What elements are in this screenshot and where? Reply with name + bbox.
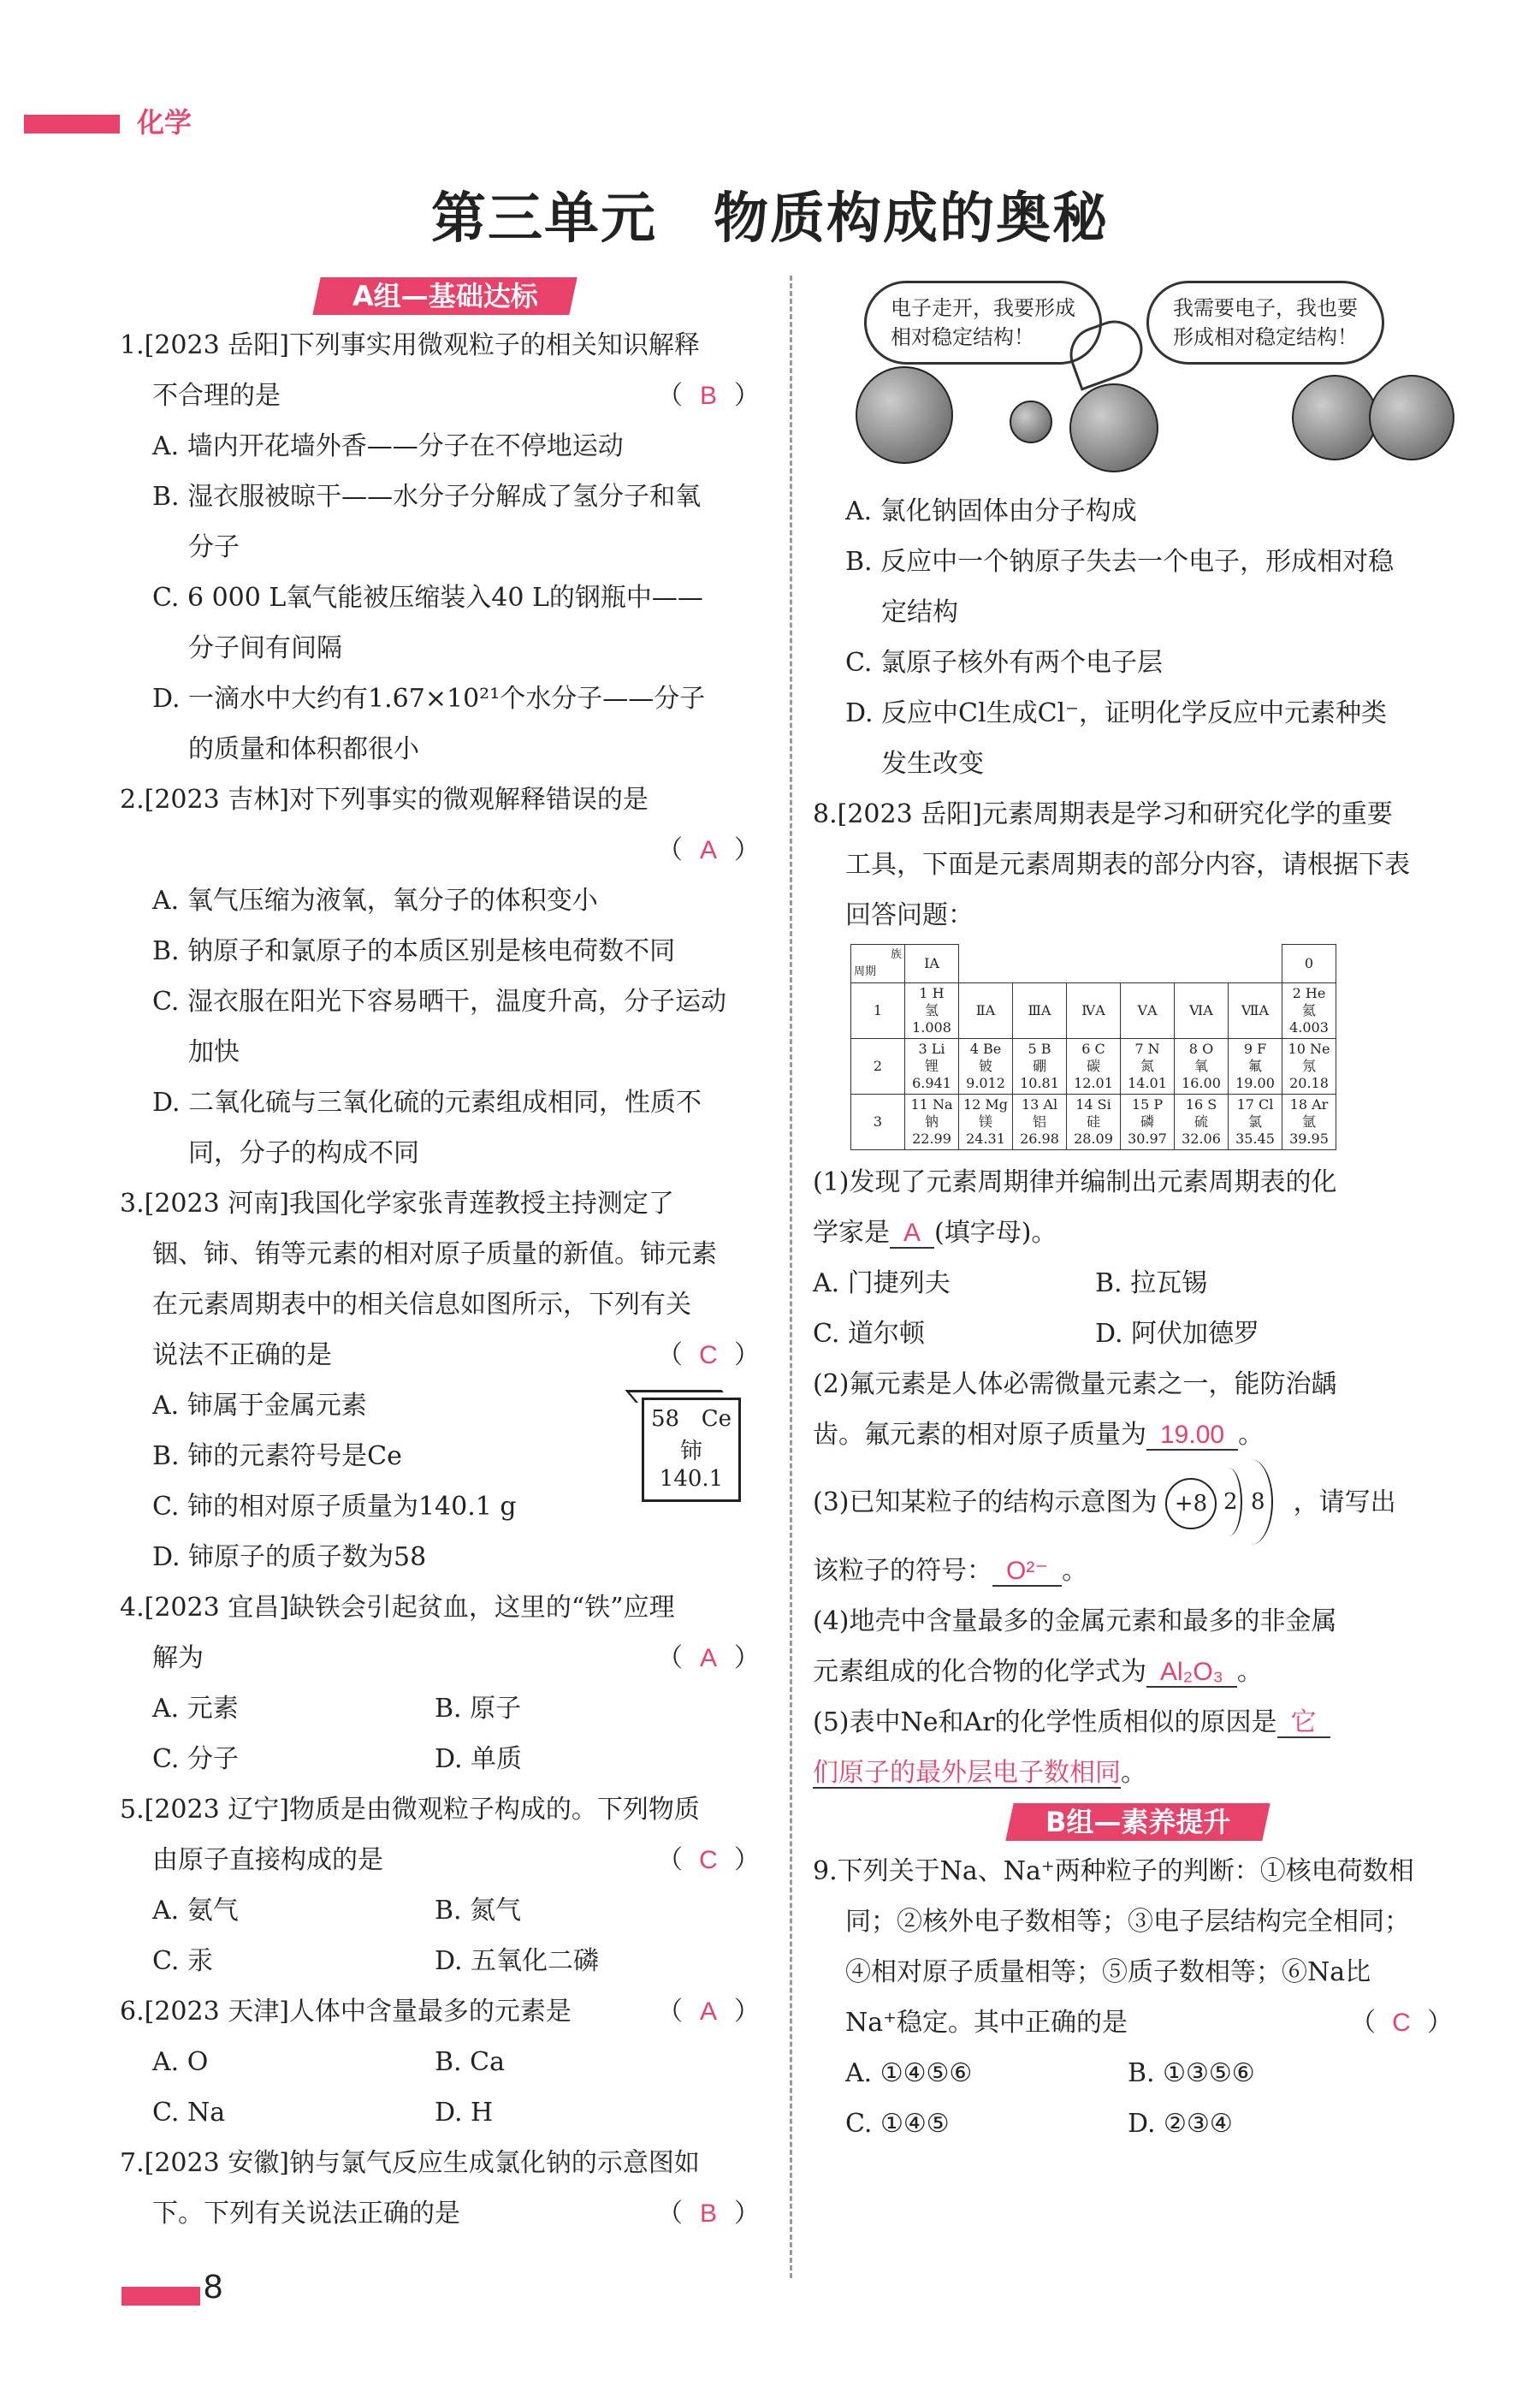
q1-option-b-cont: 分子 xyxy=(188,532,240,562)
q9-option-a: A. ①④⑤⑥ xyxy=(845,2058,973,2088)
q1-option-d-cont: 的质量和体积都很小 xyxy=(188,734,419,764)
q8-part5: (5)表中Ne和Ar的化学性质相似的原因是 xyxy=(813,1707,1277,1737)
q6-option-d: D. H xyxy=(435,2098,494,2128)
q7-option-b: B. 反应中一个钠原子失去一个电子，形成相对稳 xyxy=(845,547,1395,577)
q6-stem: 6.[2023 天津]人体中含量最多的元素是 xyxy=(120,1997,572,2027)
q1-stem2: 不合理的是 xyxy=(152,381,281,411)
oxygen-ion-structure-diagram: +8 2 8 xyxy=(1165,1478,1285,1529)
period-2-row: 2 3 Li 锂 6.941 4 Be 铍 9.012 5 B 硼 10.81 6 C 碳 12.01 7 N 氮 14.01 8 O 氧 16.00 9 F 氟 19.00 10 Ne 氖 20.18 xyxy=(851,1039,1336,1095)
atom-pair-left-figure xyxy=(1292,375,1377,460)
q7-option-b-cont: 定结构 xyxy=(881,597,958,627)
q7-option-c: C. 氯原子核外有两个电子层 xyxy=(845,648,1163,678)
right-column: 电子走开，我要形成 相对稳定结构！ 我需要电子，我也要 形成相对稳定结构！ A. 氯化钠固体由分子构成 B. 反应中一个钠原子失去一个电子，形成相对稳 定结构 C. 氯原子核外有两个电子层 D. 反应中Cl生成Cl⁻，证明化学反应中元素种类 发生改变 8.[2023 岳阳]元素周期表是学习和研究化学的重要 工具，下面是元素周期表的部分内容，请根据下表 回答问题： 族 周期 ⅠA 0 1 1 H 氢 1.008 ⅡA ⅢA ⅣA ⅤA ⅥA ⅦA 2 He 氦 4.003 2 3 Li 锂 6.941 4 Be 铍 9.012 5 B 硼 10.81 6 C 碳 12.01 7 N 氮 14.01 8 O 氧 16.00 9 F 氟 19.00 10 Ne 氖 20.18 3 11 Na 钠 22.99 12 Mg 镁 24.31 13 Al 铝 26.98 14 Si 硅 28.09 15 P 磷 30.97 16 S 硫 32.06 17 Cl 氯 35.45 18 Ar 氩 39.95 (1)发现了元素周期律并编制出元素周期表的化 学家是 A (填字母)。 A. 门捷列夫 B. 拉瓦锡 C. 道尔顿 D. 阿伏加德罗 (2)氟元素是人体必需微量元素之一，能防治龋 齿。氟元素的相对原子质量为 19.00 。 (3)已知某粒子的结构示意图为 +8 2 8 ，请写出 该粒子的符号： O²⁻ 。 (4)地壳中含量最多的金属元素和最多的非金属 元素组成的化合物的化学式为 Al₂O₃ 。 (5)表中Ne和Ar的化学性质相似的原因是 它 们原子的最外层电子数相同。 B组—素养提升 9.下列关于Na、Na⁺两种粒子的判断：①核电荷数相 同；②核外电子数相等；③电子层结构完全相同； ④相对原子质量相等；⑤质子数相等；⑥Na比 Na⁺稳定。其中正确的是 （ C ） A. ①④⑤⑥ B. ①③⑤⑥ C. ①④⑤ D. ②③④ xyxy=(813,272,1463,2149)
column-divider xyxy=(790,276,792,2278)
q9-option-b: B. ①③⑤⑥ xyxy=(1128,2058,1255,2088)
atom-pair-right-figure xyxy=(1369,375,1454,460)
page-number-bar xyxy=(121,2287,200,2306)
cerium-element-card: 58 Ce 铈 140.1 xyxy=(642,1398,741,1502)
page-title: 第三单元 物质构成的奥秘 xyxy=(431,187,1109,251)
subject-bar xyxy=(24,115,120,134)
q2-option-a: A. 氧气压缩为液氧，氧分子的体积变小 xyxy=(152,886,598,916)
sodium-atom-figure xyxy=(856,366,953,464)
q9-answer: （ C ） xyxy=(1350,2008,1453,2038)
q7-option-a: A. 氯化钠固体由分子构成 xyxy=(845,496,1137,526)
q2-stem: 2.[2023 吉林]对下列事实的微观解释错误的是 xyxy=(120,785,649,815)
q8-part3: (3)已知某粒子的结构示意图为 +8 2 8 ，请写出 xyxy=(813,1460,1463,1546)
q1-option-a: A. 墙内开花墙外香——分子在不停地运动 xyxy=(152,431,624,461)
q7-illustration xyxy=(813,272,1463,486)
group-b-banner: B组—素养提升 xyxy=(1005,1803,1270,1841)
q3-stem: 3.[2023 河南]我国化学家张青莲教授主持测定了 xyxy=(120,1189,674,1219)
chlorine-atom-figure xyxy=(1069,383,1158,472)
q7-option-d: D. 反应中Cl生成Cl⁻，证明化学反应中元素种类 xyxy=(845,698,1387,728)
q2-option-d-cont: 同，分子的构成不同 xyxy=(188,1138,419,1168)
q8-option-c: C. 道尔顿 xyxy=(813,1319,925,1349)
speech-bubble-sodium: 电子走开，我要形成 相对稳定结构！ xyxy=(864,281,1102,365)
q2-option-c: C. 湿衣服在阳光下容易晒干，温度升高，分子运动 xyxy=(152,987,726,1017)
q6-option-a: A. O xyxy=(152,2047,209,2077)
q1-answer: （ B ） xyxy=(657,381,760,411)
q6-option-b: B. Ca xyxy=(435,2047,505,2077)
q8-part3-answer: O²⁻ xyxy=(992,1557,1062,1587)
period-3-row: 3 11 Na 钠 22.99 12 Mg 镁 24.31 13 Al 铝 26.98 14 Si 硅 28.09 15 P 磷 30.97 16 S 硫 32.06 17 Cl 氯 35.45 18 Ar 氩 39.95 xyxy=(851,1095,1336,1150)
q4-option-d: D. 单质 xyxy=(435,1744,523,1774)
q8-option-b: B. 拉瓦锡 xyxy=(1095,1268,1208,1298)
page-number: 8 xyxy=(204,2268,223,2306)
q1-option-b: B. 湿衣服被晾干——水分子分解成了氢分子和氧 xyxy=(152,482,702,512)
q2-answer: （ A ） xyxy=(657,835,760,865)
q3-option-c: C. 铈的相对原子质量为140.1 g xyxy=(152,1492,517,1522)
speech-bubble-chlorine: 我需要电子，我也要 形成相对稳定结构！ xyxy=(1146,281,1384,365)
q1-option-c: C. 6 000 L氧气能被压缩装入40 L的钢瓶中—— xyxy=(152,583,703,613)
q2-option-b: B. 钠原子和氯原子的本质区别是核电荷数不同 xyxy=(152,936,676,966)
q5-option-b: B. 氮气 xyxy=(435,1896,522,1926)
q8-part5-answer-a: 它 xyxy=(1277,1708,1330,1738)
q5-stem: 5.[2023 辽宁]物质是由微观粒子构成的。下列物质 xyxy=(120,1795,700,1825)
q8-part2-answer: 19.00 xyxy=(1146,1421,1238,1451)
q3-answer: （ C ） xyxy=(657,1340,760,1370)
q8-option-a: A. 门捷列夫 xyxy=(813,1268,951,1298)
q5-option-a: A. 氨气 xyxy=(152,1896,239,1926)
electron-figure xyxy=(1010,401,1052,443)
q8-part4-answer: Al₂O₃ xyxy=(1146,1658,1237,1688)
q6-answer: （ A ） xyxy=(657,1997,760,2027)
q5-answer: （ C ） xyxy=(657,1845,760,1875)
q6-option-c: C. Na xyxy=(152,2098,226,2128)
q4-option-b: B. 原子 xyxy=(435,1694,522,1724)
q8-part1: (1)发现了元素周期律并编制出元素周期表的化 xyxy=(813,1167,1337,1197)
subject-label: 化学 xyxy=(137,106,192,139)
periodic-table: 族 周期 ⅠA 0 1 1 H 氢 1.008 ⅡA ⅢA ⅣA ⅤA ⅥA ⅦA 2 He 氦 4.003 2 3 Li 锂 6.941 4 Be 铍 9.012 5 B 硼 10.81 6 C 碳 12.01 7 N 氮 14.01 8 O 氧 16.00 9 F 氟 19.00 10 Ne 氖 20.18 3 11 Na 钠 22.99 12 Mg 镁 24.31 13 Al 铝 26.98 14 Si 硅 28.09 15 P 磷 30.97 16 S 硫 32.06 17 Cl 氯 35.45 18 Ar 氩 39.95 xyxy=(850,944,1336,1150)
q4-stem: 4.[2023 宜昌]缺铁会引起贫血，这里的“铁”应理 xyxy=(120,1593,675,1623)
q1-option-c-cont: 分子间有间隔 xyxy=(188,633,342,663)
q2-option-d: D. 二氧化硫与三氧化硫的元素组成相同，性质不 xyxy=(152,1088,702,1118)
q7-option-d-cont: 发生改变 xyxy=(881,749,984,779)
q9-option-d: D. ②③④ xyxy=(1128,2109,1233,2139)
q5-option-c: C. 汞 xyxy=(152,1946,213,1976)
q8-part1-answer: A xyxy=(890,1219,934,1249)
q4-option-a: A. 元素 xyxy=(152,1694,239,1724)
q8-part5-answer-b: 们原子的最外层电子数相同 xyxy=(813,1759,1121,1787)
q3-option-d: D. 铈原子的质子数为58 xyxy=(152,1542,427,1572)
q3-option-a: A. 铈属于金属元素 xyxy=(152,1391,367,1421)
q8-part4: (4)地壳中含量最多的金属元素和最多的非金属 xyxy=(813,1606,1337,1636)
left-column: A组—基础达标 1.[2023 岳阳]下列事实用微观粒子的相关知识解释 不合理的是 （ B ） A. 墙内开花墙外香——分子在不停地运动 B. 湿衣服被晾干——水分子分解成了氢分子和氧 分子 C. 6 000 L氧气能被压缩装入40 L的钢瓶中—— 分子间有间隔 D. 一滴水中大约有1.67×10²¹个水分子——分子 的质量和体积都很小 2.[2023 吉林]对下列事实的微观解释错误的是 （ A ） A. 氧气压缩为液氧，氧分子的体积变小 B. 钠原子和氯原子的本质区别是核电荷数不同 C. 湿衣服在阳光下容易晒干，温度升高，分子运动 加快 D. 二氧化硫与三氧化硫的元素组成相同，性质不 同，分子的构成不同 3.[2023 河南]我国化学家张青莲教授主持测定了 铟、铈、铕等元素的相对原子质量的新值。铈元素 在元素周期表中的相关信息如图所示，下列有关 说法不正确的是 （ C ） A. 铈属于金属元素 B. 铈的元素符号是Ce C. 铈的相对原子质量为140.1 g D. 铈原子的质子数为58 58 Ce 铈 140.1 4.[2023 宜昌]缺铁会引起贫血，这里的“铁”应理 解为 （ A ） A. 元素 B. 原子 C. 分子 D. 单质 5.[2023 辽宁]物质是由微观粒子构成的。下列物质 由原子直接构成的是 （ C ） A. 氨气 B. 氮气 C. 汞 D. 五氧化二磷 6.[2023 天津]人体中含量最多的元素是 （ A ） A. O B. Ca C. Na D. H 7.[2023 安徽]钠与氯气反应生成氯化钠的示意图如 下。下列有关说法正确的是 （ B ） xyxy=(120,272,770,2239)
q5-option-d: D. 五氧化二磷 xyxy=(435,1946,600,1976)
q4-answer: （ A ） xyxy=(657,1643,760,1673)
q4-option-c: C. 分子 xyxy=(152,1744,239,1774)
q8-part2: (2)氟元素是人体必需微量元素之一，能防治龋 xyxy=(813,1369,1337,1399)
q3-option-b: B. 铈的元素符号是Ce xyxy=(152,1441,402,1471)
q9-option-c: C. ①④⑤ xyxy=(845,2109,950,2139)
q8-option-d: D. 阿伏加德罗 xyxy=(1095,1319,1260,1349)
q8-stem: 8.[2023 岳阳]元素周期表是学习和研究化学的重要 xyxy=(813,799,1393,829)
q7-stem: 7.[2023 安徽]钠与氯气反应生成氯化钠的示意图如 xyxy=(120,2148,700,2178)
q1-option-d: D. 一滴水中大约有1.67×10²¹个水分子——分子 xyxy=(152,684,706,714)
q7-answer: （ B ） xyxy=(657,2199,760,2229)
q2-option-c-cont: 加快 xyxy=(188,1037,240,1067)
group-a-banner: A组—基础达标 xyxy=(312,277,577,315)
q9-stem: 9.下列关于Na、Na⁺两种粒子的判断：①核电荷数相 xyxy=(813,1856,1414,1886)
q1-stem: 1.[2023 岳阳]下列事实用微观粒子的相关知识解释 xyxy=(120,330,700,360)
